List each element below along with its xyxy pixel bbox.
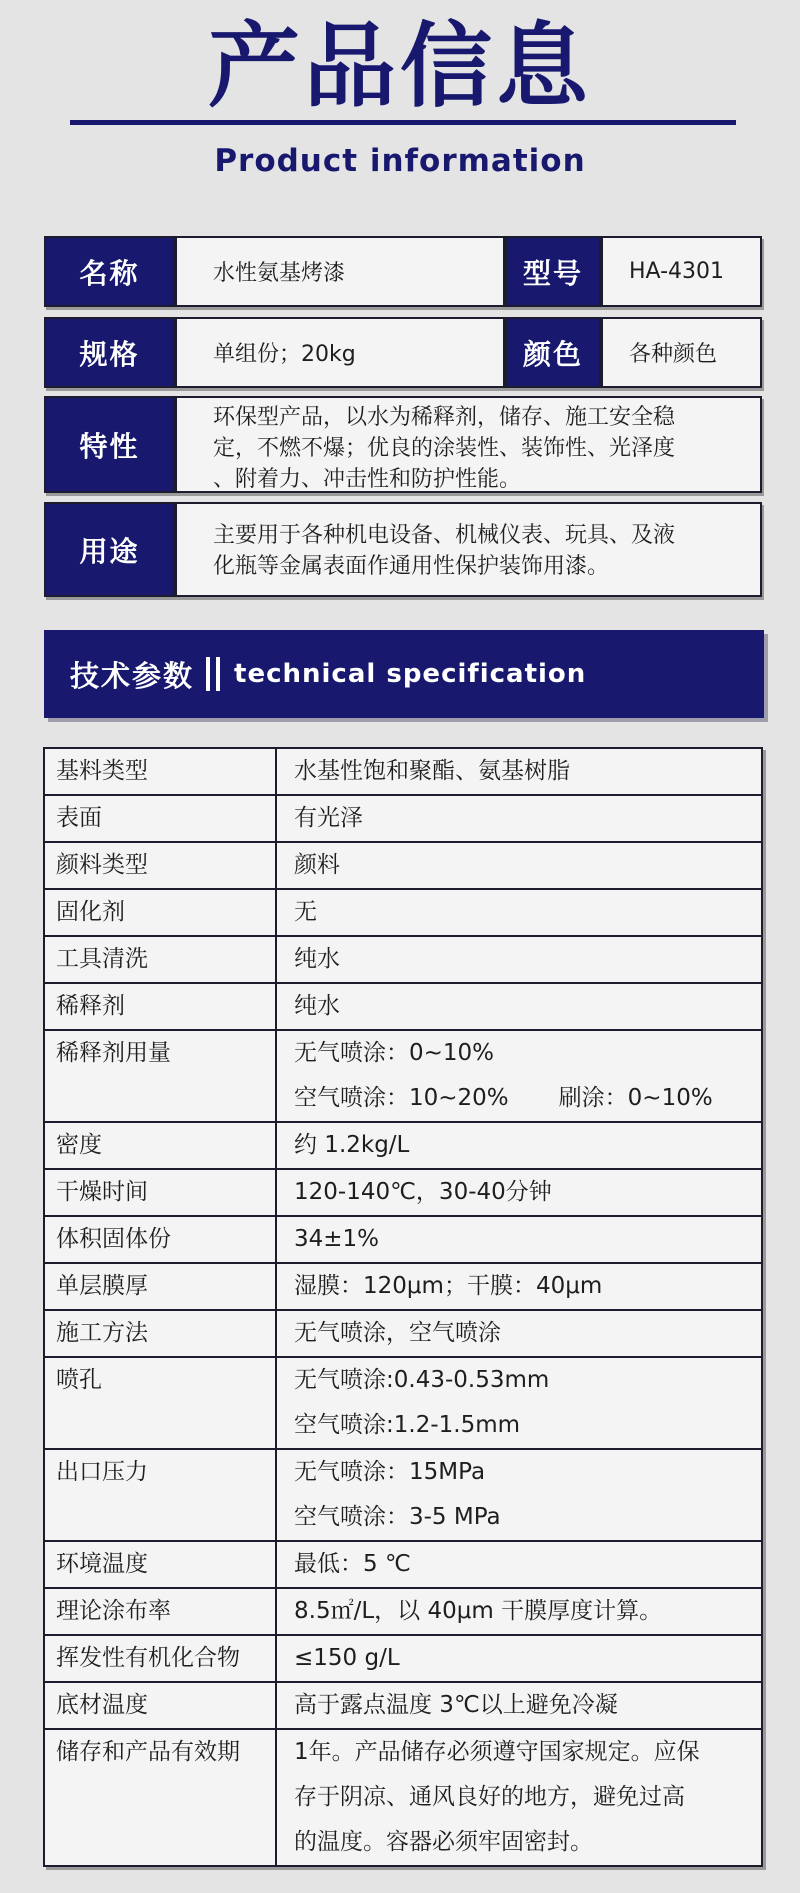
spec-value-text: 湿膜：120μm；干膜：40μm — [294, 1273, 603, 1299]
spec-key — [44, 936, 276, 983]
banner-divider — [216, 657, 220, 691]
spec-value-line — [294, 1775, 761, 1820]
spec-value-line — [294, 1589, 761, 1634]
spec-value-text: 约 1.2kg/L — [294, 1132, 410, 1158]
spec-key-text: 颜料类型 — [56, 852, 148, 878]
spec-value-text: 有光泽 — [294, 805, 363, 831]
spec-value-text: 120-140℃，30-40分钟 — [294, 1179, 552, 1205]
spec-label: 规格 — [44, 317, 175, 388]
spec-value-line — [294, 1542, 761, 1587]
spec-key — [44, 1635, 276, 1682]
spec-row — [44, 1588, 762, 1635]
spec-key-text: 稀释剂 — [56, 993, 125, 1019]
spec-key-text: 稀释剂用量 — [56, 1040, 171, 1066]
feature-value — [175, 396, 762, 493]
spec-value-extra: 刷涂：0~10% — [558, 1085, 713, 1111]
spec-row — [44, 983, 762, 1030]
spec-table — [43, 747, 763, 1867]
spec-value-line — [294, 1495, 761, 1540]
spec-key-text: 表面 — [56, 805, 102, 831]
spec-value-text: 8.5㎡/L，以 40μm 干膜厚度计算。 — [294, 1598, 663, 1624]
spec-value-text: 最低：5 ℃ — [294, 1551, 411, 1577]
spec-value-text: 无气喷涂：15MPa — [294, 1459, 486, 1485]
info-row-features — [44, 396, 762, 493]
spec-value-text: 颜料 — [294, 852, 340, 878]
spec-value — [276, 1263, 762, 1310]
spec-row — [44, 1635, 762, 1682]
spec-value — [276, 1588, 762, 1635]
spec-value-line — [294, 937, 761, 982]
spec-value — [276, 1635, 762, 1682]
spec-key — [44, 1588, 276, 1635]
spec-value-line — [294, 796, 761, 841]
spec-key-text: 干燥时间 — [56, 1179, 148, 1205]
name-label: 名称 — [44, 236, 175, 307]
info-row-usage — [44, 502, 762, 597]
usage-line: 化瓶等金属表面作通用性保护装饰用漆。 — [213, 554, 610, 579]
spec-row — [44, 842, 762, 889]
spec-value-line — [294, 1683, 761, 1728]
spec-row — [44, 889, 762, 936]
spec-value-text: 无 — [294, 899, 317, 925]
feature-line: 环保型产品，以水为稀释剂，储存、施工安全稳 — [213, 405, 676, 430]
spec-key — [44, 1122, 276, 1169]
spec-value-line — [294, 984, 761, 1029]
spec-value — [276, 1169, 762, 1216]
spec-key-text: 喷孔 — [56, 1367, 102, 1393]
spec-value-text: 34±1% — [294, 1226, 380, 1252]
spec-key — [44, 983, 276, 1030]
spec-value — [276, 1216, 762, 1263]
spec-key-text: 底材温度 — [56, 1692, 148, 1718]
spec-key-text: 固化剂 — [56, 899, 125, 925]
model-value: HA-4301 — [601, 236, 762, 307]
spec-key-text: 工具清洗 — [56, 946, 148, 972]
spec-key-text: 出口压力 — [56, 1459, 148, 1485]
spec-value-line — [294, 1820, 761, 1865]
color-value: 各种颜色 — [601, 317, 762, 388]
spec-value-text: 1年。产品储存必须遵守国家规定。应保 — [294, 1739, 700, 1765]
spec-key — [44, 842, 276, 889]
spec-value-line — [294, 1076, 761, 1121]
spec-key — [44, 1682, 276, 1729]
feature-line: 定，不燃不爆；优良的涂装性、装饰性、光泽度 — [213, 436, 676, 461]
model-label: 型号 — [505, 236, 601, 307]
spec-key — [44, 1216, 276, 1263]
spec-value-line — [294, 1170, 761, 1215]
spec-value-text: 高于露点温度 3℃以上避免冷凝 — [294, 1692, 618, 1718]
info-row-spec-color — [44, 317, 762, 388]
spec-value — [276, 1030, 762, 1122]
spec-row — [44, 795, 762, 842]
color-label: 颜色 — [505, 317, 601, 388]
spec-key — [44, 889, 276, 936]
spec-value — [276, 748, 762, 795]
spec-value — [276, 1682, 762, 1729]
spec-key-text: 单层膜厚 — [56, 1273, 148, 1299]
spec-row — [44, 1263, 762, 1310]
spec-key-text: 密度 — [56, 1132, 102, 1158]
spec-value-text: 存于阴凉、通风良好的地方，避免过高 — [294, 1784, 685, 1810]
spec-key — [44, 1169, 276, 1216]
spec-key-text: 基料类型 — [56, 758, 148, 784]
spec-key — [44, 1030, 276, 1122]
spec-key — [44, 1541, 276, 1588]
spec-value — [276, 795, 762, 842]
spec-value — [276, 1729, 762, 1866]
spec-value — [276, 936, 762, 983]
usage-value — [175, 502, 762, 597]
spec-value-line — [294, 1636, 761, 1681]
spec-banner-title-zh: 技术参数 — [70, 658, 195, 693]
spec-value — [276, 1310, 762, 1357]
spec-row — [44, 1541, 762, 1588]
spec-value-line — [294, 1311, 761, 1356]
spec-row — [44, 1729, 762, 1866]
spec-value-line — [294, 749, 761, 794]
spec-row — [44, 1449, 762, 1541]
spec-key-text: 体积固体份 — [56, 1226, 171, 1252]
spec-row — [44, 1357, 762, 1449]
spec-row — [44, 1169, 762, 1216]
usage-line: 主要用于各种机电设备、机械仪表、玩具、及液 — [213, 523, 676, 548]
spec-value — [276, 1449, 762, 1541]
spec-value-line — [294, 1730, 761, 1775]
spec-value-text: 的温度。容器必须牢固密封。 — [294, 1829, 593, 1855]
spec-value-text: 空气喷涂:1.2-1.5mm — [294, 1412, 521, 1438]
spec-value-text: ≤150 g/L — [294, 1645, 400, 1671]
page-title: 产品信息 — [207, 13, 592, 120]
spec-value-line — [294, 843, 761, 888]
spec-key — [44, 1729, 276, 1866]
spec-banner — [44, 630, 764, 718]
spec-key-text: 环境温度 — [56, 1551, 148, 1577]
spec-value — [276, 1357, 762, 1449]
spec-value-line — [294, 1358, 761, 1403]
spec-row — [44, 1030, 762, 1122]
spec-key — [44, 1263, 276, 1310]
spec-key — [44, 1310, 276, 1357]
spec-key-text: 储存和产品有效期 — [56, 1739, 240, 1765]
spec-value — [276, 983, 762, 1030]
spec-value-text: 水基性饱和聚酯、氨基树脂 — [294, 758, 570, 784]
spec-value-line — [294, 1264, 761, 1309]
spec-value-text: 纯水 — [294, 946, 340, 972]
spec-value — [276, 1541, 762, 1588]
page-subtitle: Product information — [214, 143, 586, 179]
spec-value — [276, 889, 762, 936]
spec-key — [44, 748, 276, 795]
spec-value-text: 无气喷涂，空气喷涂 — [294, 1320, 501, 1346]
usage-label: 用途 — [44, 502, 175, 597]
spec-value: 单组份；20kg — [175, 317, 505, 388]
spec-value-text: 空气喷涂：3-5 MPa — [294, 1504, 501, 1530]
spec-row — [44, 936, 762, 983]
title-divider — [70, 120, 736, 125]
spec-value-line — [294, 1217, 761, 1262]
spec-row — [44, 748, 762, 795]
spec-row — [44, 1122, 762, 1169]
spec-value-line — [294, 890, 761, 935]
spec-row — [44, 1682, 762, 1729]
spec-key-text: 施工方法 — [56, 1320, 148, 1346]
spec-value-line — [294, 1403, 761, 1448]
spec-key — [44, 1357, 276, 1449]
spec-value — [276, 1122, 762, 1169]
feature-line: 、附着力、冲击性和防护性能。 — [213, 467, 522, 492]
spec-row — [44, 1216, 762, 1263]
feature-label: 特性 — [44, 396, 175, 493]
spec-value-text: 空气喷涂：10~20% — [294, 1085, 509, 1111]
spec-value-text: 纯水 — [294, 993, 340, 1019]
spec-value — [276, 842, 762, 889]
spec-value-line — [294, 1123, 761, 1168]
spec-value-line — [294, 1031, 761, 1076]
spec-value-text: 无气喷涂：0~10% — [294, 1040, 495, 1066]
spec-value-text: 无气喷涂:0.43-0.53mm — [294, 1367, 550, 1393]
spec-key-text: 挥发性有机化合物 — [56, 1645, 240, 1671]
info-row-name-model — [44, 236, 762, 307]
spec-value-line — [294, 1450, 761, 1495]
spec-banner-title-en: technical specification — [234, 659, 587, 689]
spec-key-text: 理论涂布率 — [56, 1598, 171, 1624]
spec-row — [44, 1310, 762, 1357]
spec-key — [44, 795, 276, 842]
spec-key — [44, 1449, 276, 1541]
banner-divider — [206, 657, 210, 691]
name-value: 水性氨基烤漆 — [175, 236, 505, 307]
spec-table-body — [44, 748, 762, 1866]
